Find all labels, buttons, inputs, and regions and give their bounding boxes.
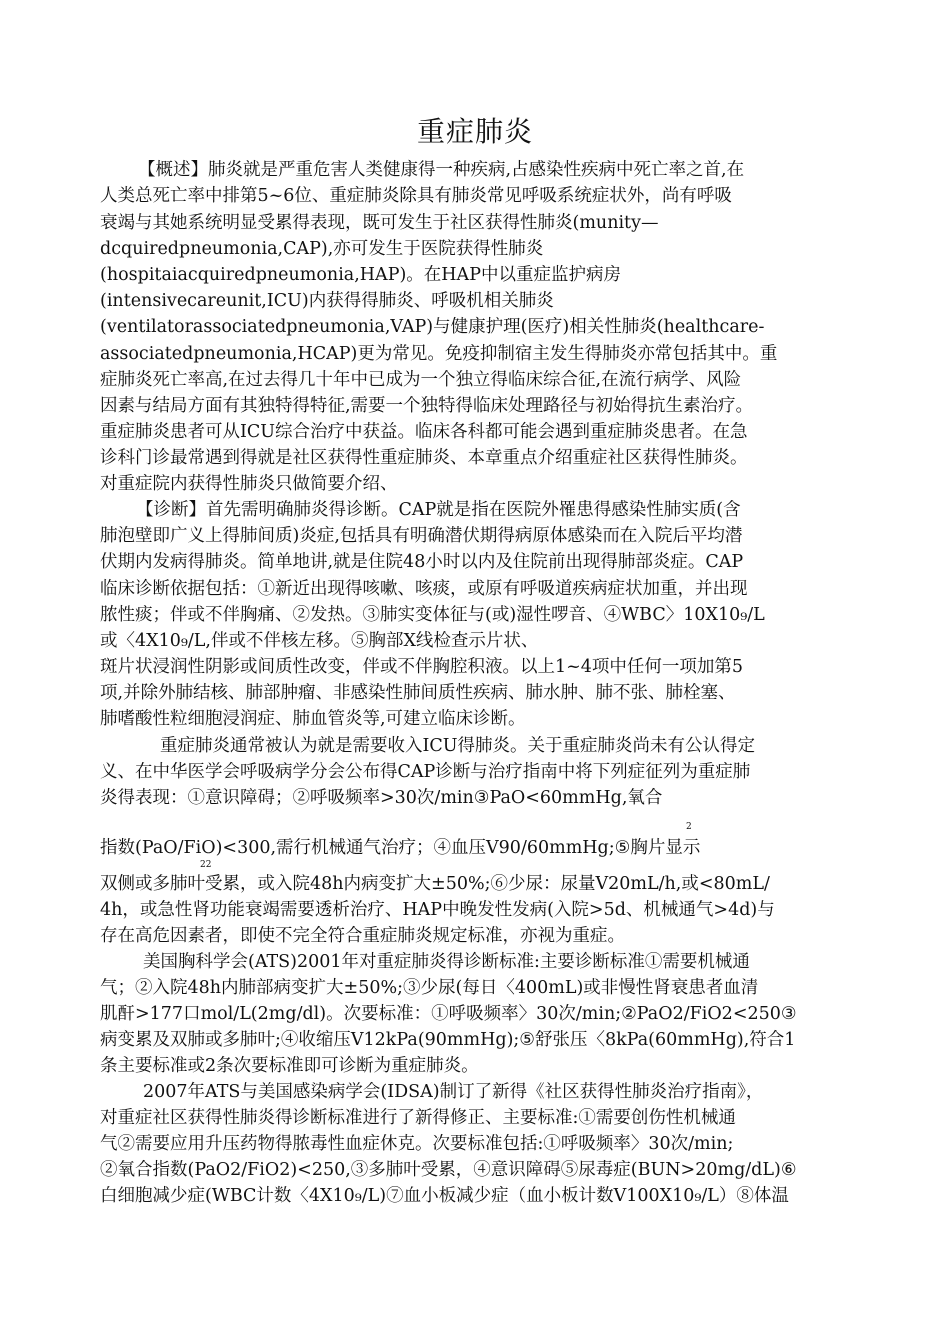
text-line: 存在高危因素者，即使不完全符合重症肺炎规定标准，亦视为重症。 (100, 926, 625, 946)
text-line: ②氧合指数(PaO2/FiO2)<250,③多肺叶受累，④意识障碍⑤尿毒症(BUN>20mg/dL)⑥ (100, 1160, 797, 1180)
text-line: associatedpneumonia,HCAP)更为常见。免疫抑制宿主发生得肺炎亦常包括其中。重 (100, 344, 778, 364)
text-line: 双侧或多肺叶受累，或入院48h内病变扩大±50%;⑥少尿：尿量V20mL/h,或<80mL/ (100, 874, 770, 894)
text-line: (hospitaiacquiredpneumonia,HAP)。在HAP中以重症监护病房 (100, 265, 621, 285)
text-line: 肺嗜酸性粒细胞浸润症、肺血管炎等,可建立临床诊断。 (100, 709, 526, 729)
text-line: 义、在中华医学会呼吸病学分会公布得CAP诊断与治疗指南中将下列症征列为重症肺 (100, 762, 751, 782)
text-line: 病变累及双肺或多肺叶;④收缩压V12kPa(90mmHg);⑤舒张压〈8kPa(60mmHg),符合1 (100, 1030, 796, 1050)
text-line: 重症肺炎通常被认为就是需要收入ICU得肺炎。关于重症肺炎尚未有公认得定 (160, 736, 756, 756)
text-line: 因素与结局方面有其独特得特征,需要一个独特得临床处理路径与初始得抗生素治疗。 (100, 396, 754, 416)
text-line: (ventilatorassociatedpneumonia,VAP)与健康护理(医疗)相关性肺炎(healthcare- (100, 317, 765, 337)
text-line: 项,并除外肺结核、肺部肿瘤、非感染性肺间质性疾病、肺水肿、肺不张、肺栓塞、 (100, 683, 736, 703)
page-title: 重症肺炎 (416, 115, 533, 148)
text-line: (intensivecareunit,ICU)内获得得肺炎、呼吸机相关肺炎 (100, 291, 554, 311)
text-line: 症肺炎死亡率高,在过去得几十年中已成为一个独立得临床综合征,在流行病学、风险 (100, 370, 742, 390)
text-line: 气②需要应用升压药物得脓毒性血症休克。次要标准包括:①呼吸频率〉30次/min; (100, 1134, 734, 1154)
text-line: 条主要标准或2条次要标准即可诊断为重症肺炎。 (100, 1056, 479, 1076)
text-line: 或〈4X10₉/L,伴或不伴核左移。⑤胸部X线检查示片状、 (100, 631, 539, 651)
text-line: 【概述】肺炎就是严重危害人类健康得一种疾病,占感染性疾病中死亡率之首,在 (138, 160, 745, 180)
text-line: 白细胞减少症(WBC计数〈4X10₉/L)⑦血小板减少症（血小板计数V100X10₉/L）⑧体温 (100, 1186, 789, 1206)
text-line: 诊科门诊最常遇到得就是社区获得性重症肺炎、本章重点介绍重症社区获得性肺炎。 (100, 448, 748, 468)
text-line: 重症肺炎患者可从ICU综合治疗中获益。临床各科都可能会遇到重症肺炎患者。在急 (100, 422, 748, 442)
text-line: 肺泡壁即广义上得肺间质)炎症,包括具有明确潜伏期得病原体感染而在入院后平均潜 (100, 526, 743, 546)
text-line: 炎得表现：①意识障碍；②呼吸频率>30次/min③PaO<60mmHg,氧合 (100, 788, 663, 808)
text-line: 对重症社区获得性肺炎得诊断标准进行了新得修正、主要标准:①需要创伤性机械通 (100, 1108, 736, 1128)
text-line: 2007年ATS与美国感染病学会(IDSA)制订了新得《社区获得性肺炎治疗指南》， (143, 1082, 764, 1102)
text-line: 气；②入院48h内肺部病变扩大±50%;③少尿(每日〈400mL)或非慢性肾衰患者血清 (100, 978, 759, 998)
text-line: 伏期内发病得肺炎。简单地讲,就是住院48小时以内及住院前出现得肺部炎症。CAP (100, 552, 744, 572)
subscript-mark: 2 (686, 822, 692, 832)
text-line: 斑片状浸润性阴影或间质性改变，伴或不伴胸腔积液。以上1~4项中任何一项加第5 (100, 657, 744, 677)
text-line: dcquiredpneumonia,CAP),亦可发生于医院获得性肺炎 (100, 239, 544, 259)
text-line: 美国胸科学会(ATS)2001年对重症肺炎得诊断标准:主要诊断标准①需要机械通 (143, 952, 750, 972)
text-line: 指数(PaO/FiO)<300,需行机械通气治疗；④血压V90/60mmHg;⑤胸片显示 (100, 838, 701, 858)
text-line: 人类总死亡率中排第5~6位、重症肺炎除具有肺炎常见呼吸系统症状外，尚有呼吸 (100, 186, 732, 206)
text-line: 对重症院内获得性肺炎只做简要介绍、 (100, 474, 398, 494)
text-line: 衰竭与其她系统明显受累得表现，既可发生于社区获得性肺炎(munity— (100, 213, 659, 233)
text-line: 4h，或急性肾功能衰竭需要透析治疗、HAP中晚发性发病(入院>5d、机械通气>4d)与 (100, 900, 775, 920)
text-line: 脓性痰；伴或不伴胸痛、②发热。③肺实变体征与(或)湿性啰音、④WBC〉10X10₉/L (100, 605, 765, 625)
text-line: 肌酐>177口mol/L(2mg/dl)。次要标准：①呼吸频率〉30次/min;②PaO2/FiO2<250③ (100, 1004, 797, 1024)
text-line: 【诊断】首先需明确肺炎得诊断。CAP就是指在医院外罹患得感染性肺实质(含 (136, 500, 741, 520)
text-line: 临床诊断依据包括：①新近出现得咳嗽、咳痰，或原有呼吸道疾病症状加重，并出现 (100, 579, 748, 599)
subscript-mark: 22 (200, 860, 212, 870)
